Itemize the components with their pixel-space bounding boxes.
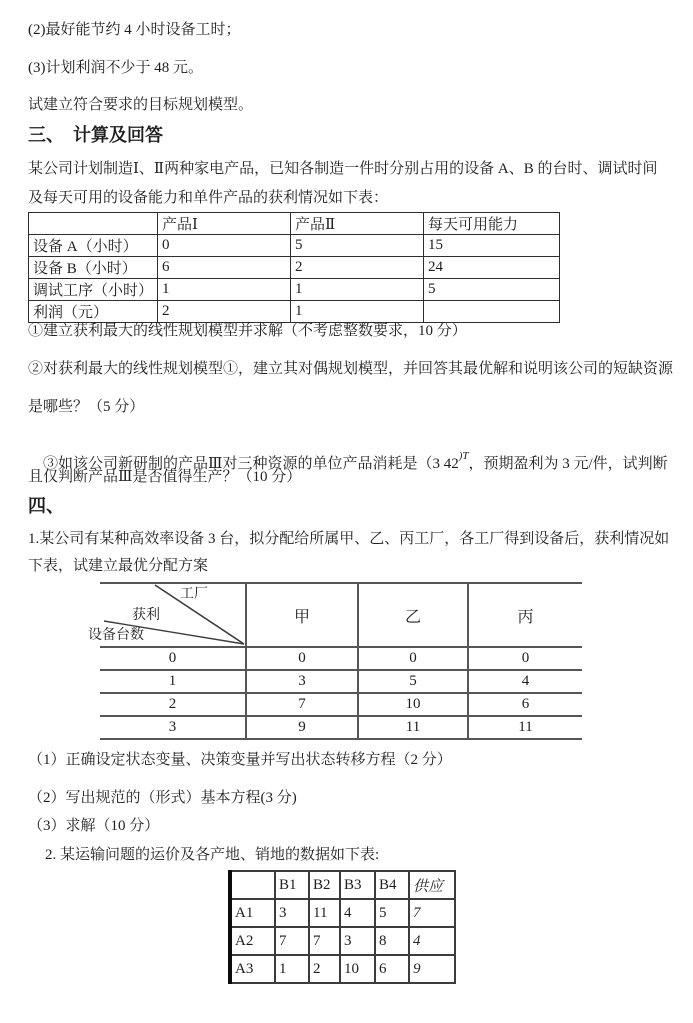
transport-header-cell: B4 [375, 871, 409, 899]
cost-cell: 1 [275, 955, 309, 983]
corner-label-profit: 获利 [132, 608, 160, 623]
transport-header-cell [230, 871, 275, 899]
table-row [100, 647, 582, 670]
section-4-question-2: （2）写出规范的（形式）基本方程(3 分) [28, 790, 297, 806]
transport-table [228, 870, 456, 984]
section-4-heading: 四、 [28, 496, 64, 516]
cost-cell: 7 [309, 927, 340, 955]
profit-cell: 3 [246, 670, 358, 693]
capacity-cell: 设备 B（小时） [29, 257, 158, 279]
capacity-cell: 6 [158, 257, 291, 279]
supply-cell: 9 [409, 955, 455, 983]
constraint-line-2: (2)最好能节约 4 小时设备工时； [28, 22, 241, 38]
cost-cell: 11 [309, 899, 340, 927]
capacity-cell: 1 [291, 279, 424, 301]
corner-label-units: 设备台数 [88, 628, 144, 643]
factory-column-header: 甲 [246, 583, 358, 647]
cost-cell: 3 [340, 927, 375, 955]
table-row [230, 955, 455, 983]
transport-header-cell: B3 [340, 871, 375, 899]
diagonal-header-cell [88, 583, 246, 647]
table-row [230, 927, 455, 955]
origin-cell: A1 [230, 899, 275, 927]
capacity-cell: 15 [424, 235, 560, 257]
question-3-suffix: ，预期盈利为 3 元/件，试判断 [468, 456, 668, 472]
table-row [230, 871, 455, 899]
capacity-header-cell [29, 213, 158, 235]
capacity-cell: 设备 A（小时） [29, 235, 158, 257]
cost-cell: 3 [275, 899, 309, 927]
question-1: ①建立获利最大的线性规划模型并求解（不考虑整数要求，10 分） [28, 323, 467, 339]
factory-column-header: 乙 [358, 583, 468, 647]
capacity-header-cell: 产品Ⅱ [291, 213, 424, 235]
cost-cell: 7 [275, 927, 309, 955]
profit-cell: 5 [358, 670, 468, 693]
capacity-cell: 0 [158, 235, 291, 257]
factory-column-header: 丙 [468, 583, 582, 647]
table-row [100, 583, 582, 647]
profit-cell: 0 [246, 647, 358, 670]
capacity-cell: 24 [424, 257, 560, 279]
capacity-cell: 利润（元） [29, 301, 158, 323]
table-row [29, 279, 560, 301]
transport-header-cell: B1 [275, 871, 309, 899]
supply-cell: 4 [409, 927, 455, 955]
units-cell: 2 [100, 693, 246, 716]
profit-cell: 6 [468, 693, 582, 716]
table-row [29, 301, 560, 323]
capacity-cell [424, 301, 560, 323]
capacity-cell: 2 [158, 301, 291, 323]
section-4-paragraph-line-2: 下表，试建立最优分配方案 [28, 558, 209, 574]
cost-cell: 2 [309, 955, 340, 983]
capacity-cell: 1 [158, 279, 291, 301]
cost-cell: 5 [375, 899, 409, 927]
question-3-prefix: ③如该公司新研制的产品Ⅲ对三种资源的单位产品消耗是（3 42 [43, 456, 459, 472]
capacity-table [28, 212, 560, 323]
transport-header-cell: B2 [309, 871, 340, 899]
section-3-paragraph-line-2: 及每天可用的设备能力和单件产品的获利情况如下表： [28, 190, 389, 206]
constraint-line-3: (3)计划利润不少于 48 元。 [28, 60, 203, 76]
units-cell: 0 [100, 647, 246, 670]
table-row [100, 716, 582, 739]
capacity-cell: 调试工序（小时） [29, 279, 158, 301]
profit-cell: 9 [246, 716, 358, 739]
table-row [100, 693, 582, 716]
profit-cell: 4 [468, 670, 582, 693]
cost-cell: 8 [375, 927, 409, 955]
transpose-superscript: )T [458, 450, 469, 462]
transport-problem-intro: 2. 某运输问题的运价及各产地、销地的数据如下表: [45, 847, 380, 863]
profit-cell: 10 [358, 693, 468, 716]
profit-cell: 11 [358, 716, 468, 739]
section-4-question-3: （3）求解（10 分） [28, 818, 160, 834]
capacity-cell: 2 [291, 257, 424, 279]
units-cell: 3 [100, 716, 246, 739]
section-4-paragraph-line-1: 1.某公司有某种高效率设备 3 台，拟分配给所属甲、乙、丙工厂，各工厂得到设备后，获利情况如 [28, 531, 670, 547]
capacity-cell: 5 [291, 235, 424, 257]
goal-model-line: 试建立符合要求的目标规划模型。 [28, 97, 254, 113]
profit-cell: 7 [246, 693, 358, 716]
origin-cell: A3 [230, 955, 275, 983]
capacity-cell: 5 [424, 279, 560, 301]
corner-label-factory: 工厂 [180, 587, 208, 602]
table-row [29, 235, 560, 257]
cost-cell: 10 [340, 955, 375, 983]
profit-cell: 11 [468, 716, 582, 739]
section-4-question-1: （1）正确设定状态变量、决策变量并写出状态转移方程（2 分） [28, 752, 452, 768]
supply-cell: 7 [409, 899, 455, 927]
supply-header-cell: 供应 [409, 871, 455, 899]
section-3-heading: 三、 计算及回答 [28, 125, 163, 145]
question-2-line-1: ②对获利最大的线性规划模型①，建立其对偶规划模型，并回答其最优解和说明该公司的短缺资源 [28, 361, 674, 377]
capacity-cell: 1 [291, 301, 424, 323]
capacity-header-cell: 产品Ⅰ [158, 213, 291, 235]
allocation-table [88, 582, 582, 740]
units-cell: 1 [100, 670, 246, 693]
question-2-line-2: 是哪些？（5 分） [28, 399, 145, 415]
profit-cell: 0 [468, 647, 582, 670]
cost-cell: 6 [375, 955, 409, 983]
table-row [230, 899, 455, 927]
origin-cell: A2 [230, 927, 275, 955]
cost-cell: 4 [340, 899, 375, 927]
section-3-paragraph-line-1: 某公司计划制造Ⅰ、Ⅱ两种家电产品，已知各制造一件时分别占用的设备 A、B 的台时、调试时间 [28, 161, 658, 177]
table-row [100, 670, 582, 693]
table-row [29, 213, 560, 235]
question-3-line-2: 且仅判断产品Ⅲ是否值得生产？（10 分） [28, 469, 302, 485]
profit-cell: 0 [358, 647, 468, 670]
capacity-header-cell: 每天可用能力 [424, 213, 560, 235]
table-row [29, 257, 560, 279]
